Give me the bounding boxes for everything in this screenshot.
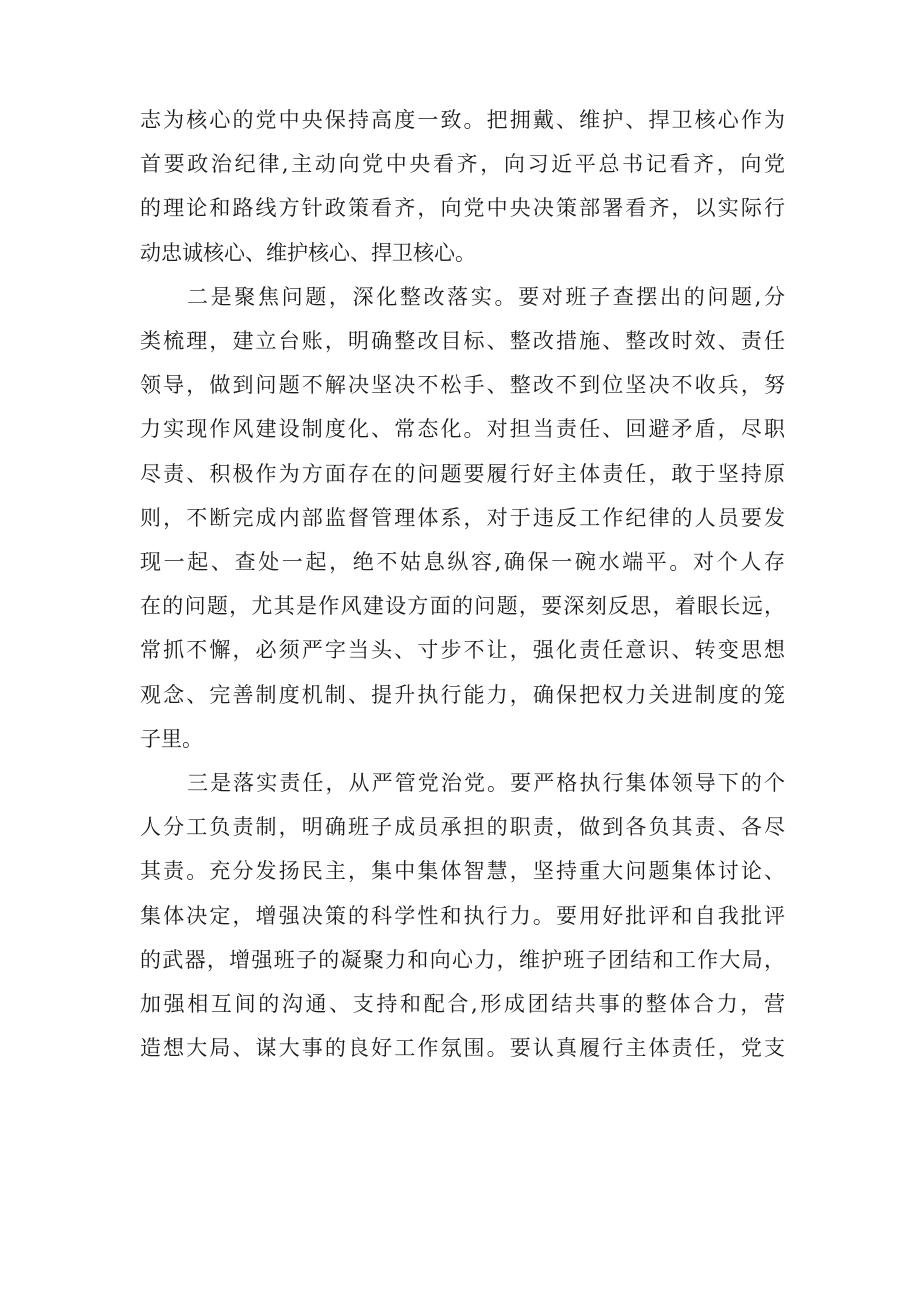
text-line: 领导，做到问题不解决坚决不松手、整改不到位坚决不收兵，努: [140, 373, 785, 398]
text-line: 动忠诚核心、维护核心、捍卫核心。: [140, 240, 476, 265]
text-line: 子里。: [140, 726, 203, 751]
text-line: 现一起、查处一起，绝不姑息纵容,确保一碗水端平。对个人存: [140, 550, 785, 575]
paragraph: [140, 98, 785, 275]
text-line: 观念、完善制度机制、提升执行能力，确保把权力关进制度的笼: [140, 682, 785, 707]
paragraph: [140, 761, 785, 1070]
text-line: 则，不断完成内部监督管理体系，对于违反工作纪律的人员要发: [140, 505, 785, 530]
text-line: 三是落实责任，从严管党治党。要严格执行集体领导下的个: [187, 771, 785, 796]
text-line: 类梳理，建立台账，明确整改目标、整改措施、整改时效、责任: [140, 329, 785, 354]
text-line: 的理论和路线方针政策看齐，向党中央决策部署看齐，以实际行: [140, 196, 785, 221]
text-line: 力实现作风建设制度化、常态化。对担当责任、回避矛盾，尽职: [140, 417, 785, 442]
text-line: 二是聚焦问题，深化整改落实。要对班子查摆出的问题,分: [187, 284, 785, 309]
text-line: 志为核心的党中央保持高度一致。把拥戴、维护、捍卫核心作为: [140, 108, 785, 132]
text-line: 造想大局、谋大事的良好工作氛围。要认真履行主体责任，党支: [140, 1036, 785, 1061]
text-line: 首要政治纪律,主动向党中央看齐，向习近平总书记看齐，向党: [140, 152, 785, 177]
text-line: 集体决定，增强决策的科学性和执行力。要用好批评和自我批评: [140, 903, 785, 928]
document-page: [140, 98, 785, 1070]
text-line: 人分工负责制，明确班子成员承担的职责，做到各负其责、各尽: [140, 815, 785, 840]
text-line: 尽责、积极作为方面存在的问题要履行好主体责任，敢于坚持原: [140, 461, 785, 486]
text-line: 常抓不懈，必须严字当头、寸步不让，强化责任意识、转变思想: [140, 638, 785, 663]
text-line: 加强相互间的沟通、支持和配合,形成团结共事的整体合力，营: [140, 992, 785, 1017]
text-line: 在的问题，尤其是作风建设方面的问题，要深刻反思，着眼长远，: [140, 594, 785, 619]
text-line: 的武器，增强班子的凝聚力和向心力，维护班子团结和工作大局，: [140, 947, 785, 972]
text-line: 其责。充分发扬民主，集中集体智慧，坚持重大问题集体讨论、: [140, 859, 785, 884]
paragraph: [140, 275, 785, 761]
